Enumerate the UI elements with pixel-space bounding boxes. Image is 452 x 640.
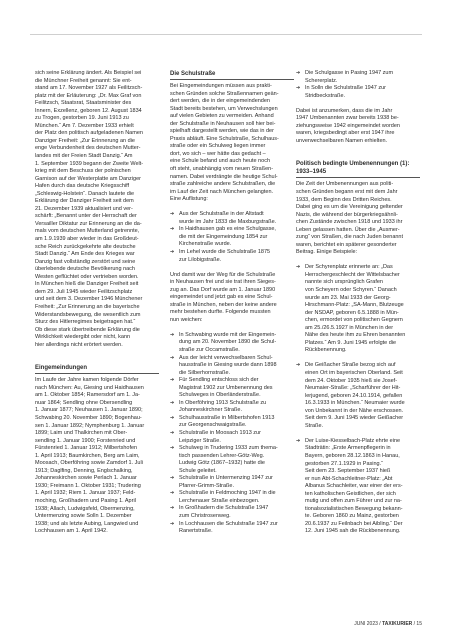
heading-politische-umbenennungen: Politisch bedingte Umbenennungen (1): 1933–1945 [296,161,410,176]
list-item: ➔ Schulstraße in Untermenzing 1947 zur Pfarrer-Grimm-Straße. [170,475,294,490]
page-footer [354,621,422,627]
header-rule [30,0,422,35]
paragraph-politische-umbenennungen: Die Zeit der Umbenennungen aus politi- schen Gründen begann erst mit dem Jahr 1933, dem Beginn des Dritten Reiches. Dabei ging es um die Vereinigung geltender Nazis, die während der bürgerkriegsähnli- chen Zustände zwischen 1918 und 1933 ihr Leben gelassen hatten. Über die „Ausmer- zung“ von Straßen, die nach Juden benannt waren, berichtet ein späterer gesonderter Beitrag. Einige Beispiele: [296,181,404,256]
paragraph-eingemeindungen: Im Laufe der Jahre kamen folgende Dörfer nach München: Au, Giesing und Haidhausen am 1. Oktober 1854; Ramersdorf am 1. Ja- nuar 1864; Sendling ohne Obersendling 1. Januar 1877; Neuhausen 1. Januar 1890; Schwabing 20. November 1890; Bogenhau- sen 1. Januar 1892; Nymphenburg 1. Januar 1899; Laim und Thalkirchen mit Ober- sendling 1. Januar 1900; Forstenried und Fürstenried 1. Januar 1912; Milbertshofen 1. April 1913; Baumkirchen, Berg am Laim, Moosach, Oberföhring sowie Zamdorf 1. Juli 1913; Daglfing, Denning, Englschalking, Johanneskirchen sowie Perlach 1. Januar 1930; Freimann 1. Oktober 1931; Trudering 1. April 1932; Riem 1. Januar 1937; Feld- moching, Großhadern und Pasing 1. April 1938; Allach, Ludwigsfeld, Obermenzing, Untermenzing sowie Solln 1. Dezember 1938; und als letzte Aubing, Langwied und Lochhausen am 1. April 1942. [35,377,145,535]
column-right [296,70,420,536]
list-item: ➔ Aus der Schulstraße in der Altstadt wurde im Jahr 1833 die Maxburgstraße. [170,211,294,226]
heading-rule [296,177,420,178]
list-item: ➔ In Schwabing wurde mit der Eingemein- dung am 20. November 1890 die Schul- straße zur Occamstraße. [170,332,294,355]
list-item: ➔ Schulhausstraße in Milbertshofen 1913 zur Georgenschwaigstraße. [170,415,294,430]
list-item: ➔ Aus der leicht verwechselbaren Schul- hausstraße in Giesing wurde dann 1898 die Silberhornstraße. [170,355,294,378]
list-item: ➔ Schulstraße in Moosach 1913 zur Leipziger Straße. [170,430,294,445]
list-item: ➔ In Solln die Schulstraße 1947 zur Stridbeckstraße. [296,85,420,100]
list-item: ➔ Die Geißacher Straße bezog sich auf einen Ort im bayerischen Oberland. Seit dem 24. Oktober 1935 hieß sie Josef- Neumaier-Straße: „Scharführer der Hit- lerjugend, geboren 24.10.1914, gefallen 16.3.1933 in München.“ Neumaier wurde von Unbekannt in der Nähe erschossen. Seit dem 9. Juni 1945 wieder Geißacher Straße. [296,362,420,430]
list-item: ➔ Im Lehel wurde die Schulstraße 1875 zur Lilobigstraße. [170,249,294,264]
column-left [35,70,159,536]
paragraph-schulstrasse-neuhausen: Und damit war der Weg für die Schulstraße in Neuhausen frei und sie trat ihren Sieges- zug an. Das Dorf wurde am 1. Januar 1890 eingemeindet und jetzt gab es eine Schul- straße in München, neben der keine andere mehr bestehen durfte. Folgende mussten nun weichen: [170,271,277,323]
heading-rule [35,373,159,374]
list-item: ➔ In Oberföhring 1913 Schulstraße zu Johanneskirchner Straße. [170,400,294,415]
list-item: ➔ In Großhadern die Schulstraße 1947 zum Christrosenweg. [170,505,294,520]
footer-issue: JUNI 2023 / [354,621,383,627]
heading-eingemeindungen: Eingemeindungen [35,365,88,372]
heading-rule [170,79,294,80]
paragraph-muenchner-freiheit: sich seine Erklärung ändert. Als Beispiel sei die Münchner Freiheit genannt: Sie ent- stand am 17. November 1927 als Feilitzsch- platz mit der Erläuterung: „Dr. Max Graf von Feilitzsch, Staatsrat, Staatsminister des Innern, Exzellenz, geboren 12. August 1834 zu Trogen, gestorben 19. Juni 1913 zu München.“ Am 7. Dezember 1933 erhielt der Platz den politisch aufgeladenen Namen Danziger Freiheit: „Zur Erinnerung an die enge Verbundenheit des deutschen Mutter- landes mit der Freien Stadt Danzig.“ Am 1. September 1939 begann der Zweite Welt- krieg mit dem Beschuss der polnischen Garnison auf der Westerplatte am Danziger Hafen durch das deutsche Kriegsschiff „Schleswig-Holstein“. Danach lautete die Erklärung der Danziger Freiheit seit dem 21. Dezember 1939 aktualisiert und ver- schärft: „Benannt unter der Herrschaft der Versailler Diktatur zur Erinnerung an die da- mals vom deutschen Mutterland getrennte, am 1.9.1939 aber wieder in das Großdeut- sche Reich zurückgekehrte alte deutsche Stadt Danzig.“ Am Ende des Krieges war Danzig fast vollständig zerstört und seine überlebende deutsche Bevölkerung nach Westen geflüchtet oder vertrieben worden. In München hieß die Danziger Freiheit seit dem 29. Juli 1945 wieder Feilitzschplatz und seit dem 3. Dezember 1946 Münchener Freiheit: „Zur Erinnerung an die bayerische Widerstandsbewegung, die wesentlich zum Sturz des Hitlerregimes beigetragen hat.“ Ob diese stark übertreibende Erklärung die Wirklichkeit wiedergibt oder nicht, kann hier allerdings nicht erörtert werden. [35,70,144,348]
paragraph-schulstrasse-intro: Bei Eingemeindungen müssen aus prakti- schen Gründen solche Straßennamen geän- dert werden, die in der eingemeindenden Stadt bereits bestehen, um Verwechslungen auf vielen Gebieten zu vermeiden. Anhand der Schulstraße in Neuhausen soll hier bei- spielhaft dargestellt werden, wie das in der Praxis abläuft. Eine Schulstraße, Schulhaus- straße oder ein Schulweg liegen immer dort, wo sich – wer hätte das gedacht – eine Schule befand und auch heute noch oft steht, unabhängig vom neuen Straßen- namen. Dabei verdrängte die heutige Schul- straße zahlreiche andere Schulstraßen, die im Lauf der Zeit nach München gelangten. Eine Auflistung: [170,83,279,203]
list-item: ➔ In Lochhausen die Schulstraße 1947 zur Ranertstraße. [170,521,294,536]
list-item: ➔ Schulweg in Trudering 1933 zum thema- tisch passenden Lehrer-Götz-Weg. Ludwig Götz (1867–1932) hatte die Schule geleitet. [170,445,294,475]
column-middle [170,70,294,536]
footer-page-number: / 15 [412,621,422,627]
footer-magazine: TAXIKURIER [382,621,413,627]
heading-schulstrasse: Die Schulstraße [170,71,216,77]
list-item: ➔ In Haidhausen gab es eine Schulgasse, die mit der Eingemeindung 1854 zur Kirchenstraße wurde. [170,226,294,249]
list-item: ➔ Der Schyrenplatz erinnerte an: „Das Herrschergeschlecht der Wittelsbacher nannte sich ursprünglich Grafen von Scheyern oder Schyren.“ Danach wurde am 23. Mai 1933 der Georg- Hirschmann-Platz: „SA-Mann, Blutzeuge der NSDAP, geboren 6.5.1888 in Mün- chen, ermordet von politischen Gegnern am 25./26.5.1927 in München in der Nähe des heute ihm zu Ehren benannten Platzes.“ Am 9. Juni 1945 erfolgte die Rückbenennung. [296,264,420,355]
list-item: ➔ Der Luise-Kiesselbach-Platz ehrte eine Stadträtin: „Erste Armenpflegerin in Bayern, geboren 28.12.1863 in Hanau, gestorben 27.1.1929 in Pasing.“ Seit dem 23. September 1937 hieß er nun Abt-Schachleitner-Platz: „Abt Albanus Schachleiter, war einer der ers- ten katholischen Geistlichen, der sich mutig und offen zum Führer und zur na- tionalsozialistischen Bewegung bekann- te. Geboren 1860 zu Mainz, gestorben 20.6.1937 zu Feilnbach bei Aibling.“ Der 12. Juni 1945 sah die Rückbenennung. [296,438,420,536]
list-item: ➔ Schulstraße in Feldmoching 1947 in die Lerchenauer Straße einbezogen. [170,490,294,505]
paragraph-umbenannt-1947: Dabei ist anzumerken, dass die im Jahr 1947 Umbenannten zwar bereits 1938 be- ziehungsweise 1942 eingemeindet worden waren, kriegsbedingt aber erst 1947 ihre unverwechselbaren Namen erhielten. [296,107,400,144]
list-item: ➔ Die Schulgasse in Pasing 1947 zum Schererplatz. [296,70,420,85]
list-item: ➔ Für Sendling entschloss sich der Magistrat 1902 zur Umbenennung des Schulweges in Oberländerstraße. [170,377,294,400]
